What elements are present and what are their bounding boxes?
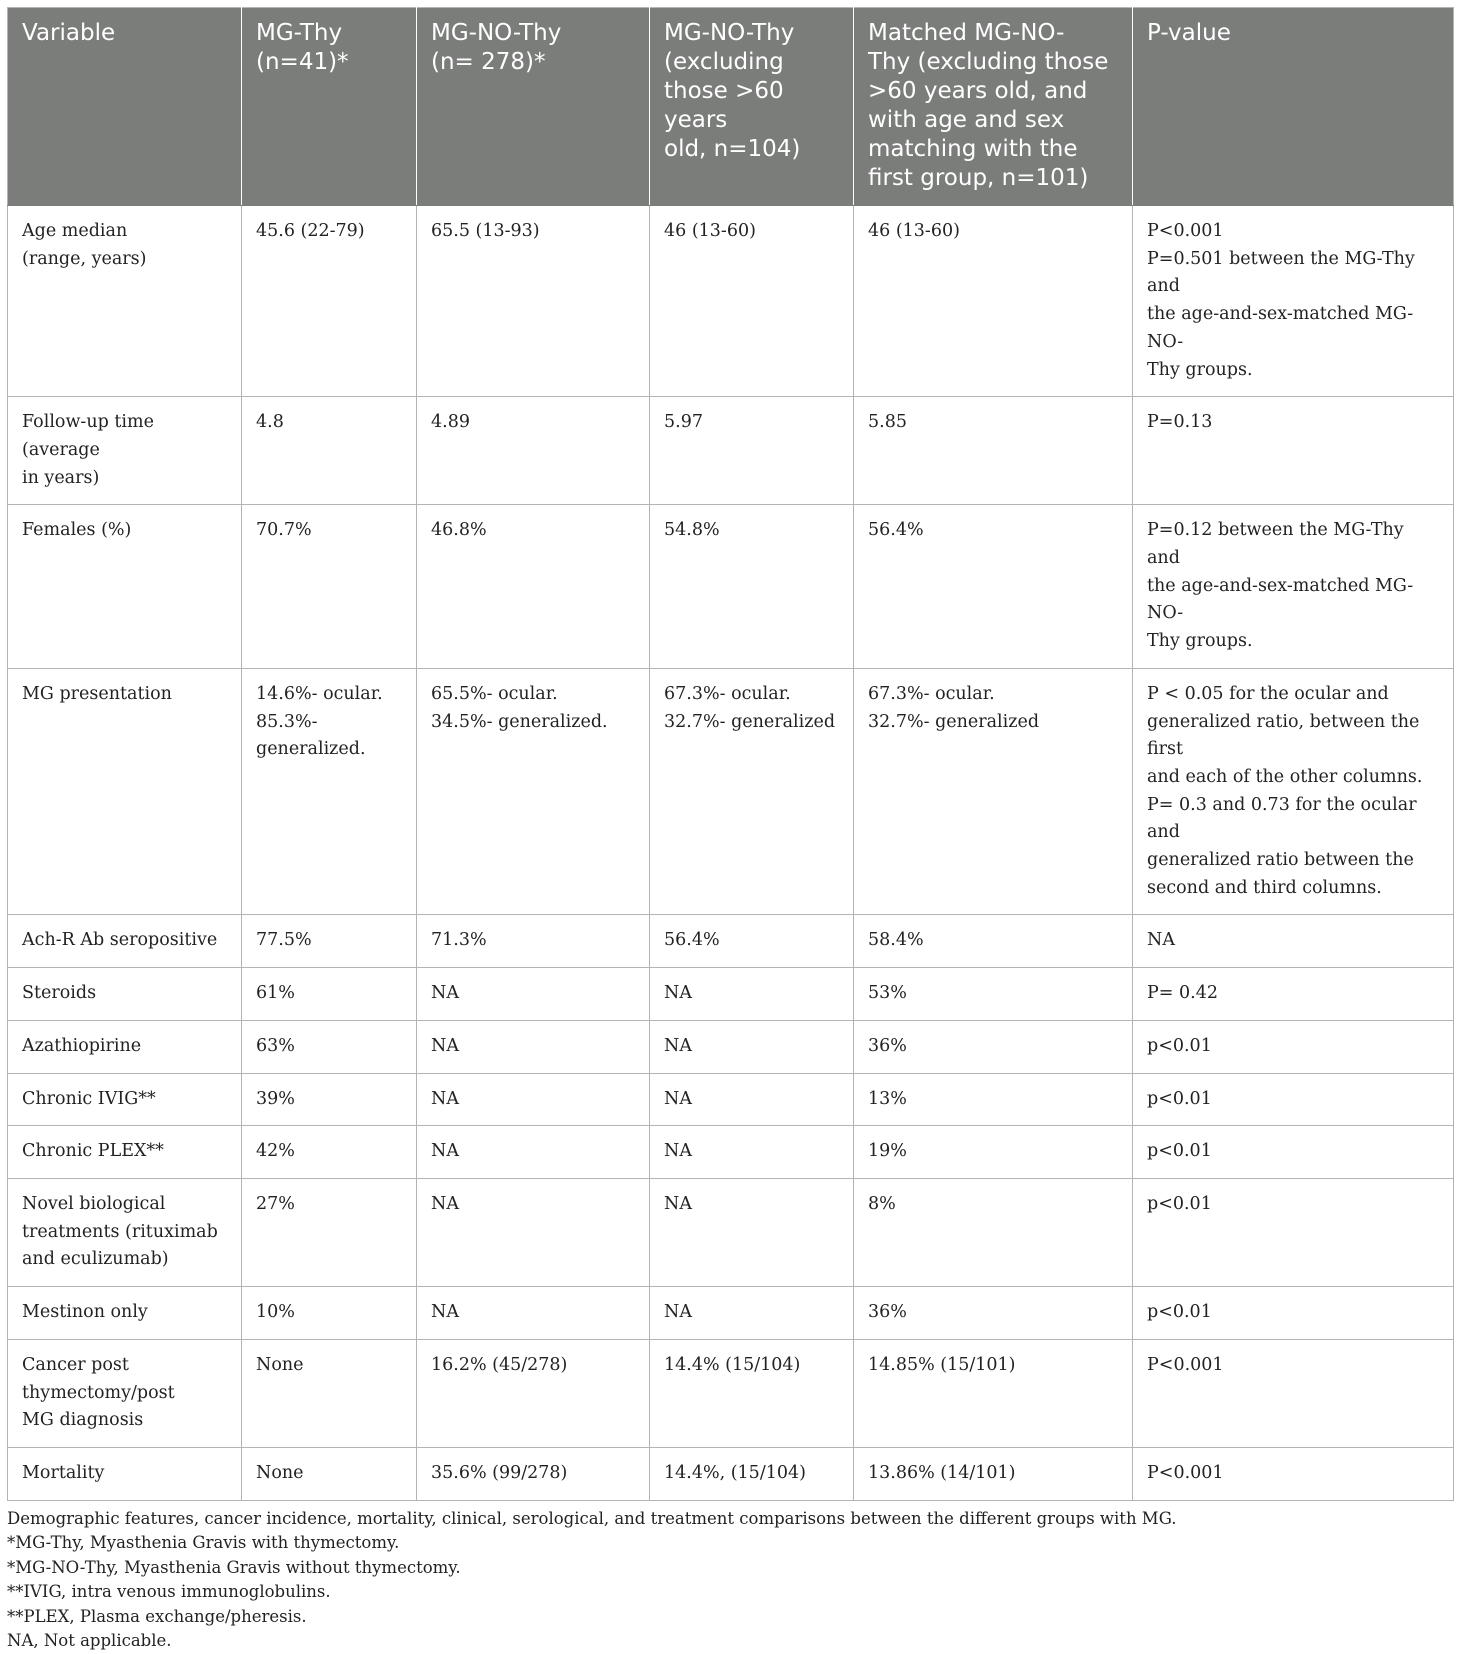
column-header-p-value: P-value xyxy=(1133,8,1454,206)
row-variable-cell: Chronic PLEX** xyxy=(8,1126,242,1179)
table-cell-matched-mg-no-thy: 58.4% xyxy=(854,915,1133,968)
table-cell-matched-mg-no-thy: 8% xyxy=(854,1178,1133,1286)
table-cell-mg-no-thy-excluding: 56.4% xyxy=(650,915,854,968)
row-variable-cell: Chronic IVIG** xyxy=(8,1073,242,1126)
table-cell-matched-mg-no-thy: 13% xyxy=(854,1073,1133,1126)
table-cell-mg-no-thy: 65.5 (13-93) xyxy=(417,206,650,397)
table-cell-mg-thy: 10% xyxy=(242,1287,417,1340)
table-cell-mg-no-thy: 16.2% (45/278) xyxy=(417,1339,650,1447)
table-cell-matched-mg-no-thy: 46 (13-60) xyxy=(854,206,1133,397)
table-cell-mg-thy: 4.8 xyxy=(242,397,417,505)
table-cell-mg-thy: 42% xyxy=(242,1126,417,1179)
table-row xyxy=(8,397,1454,505)
footnote: *MG-NO-Thy, Myasthenia Gravis without thymectomy. xyxy=(7,1557,461,1577)
table-cell-mg-no-thy: 71.3% xyxy=(417,915,650,968)
table-header xyxy=(8,8,1454,206)
table-cell-mg-no-thy-excluding: 54.8% xyxy=(650,505,854,669)
table-cell-mg-no-thy: NA xyxy=(417,1073,650,1126)
table-cell-p-value: P < 0.05 for the ocular and generalized ratio, between the first and each of the other columns. P= 0.3 and 0.73 for the ocular and generalized ratio between the second and third columns. xyxy=(1133,668,1454,915)
table-cell-mg-no-thy-excluding: NA xyxy=(650,1126,854,1179)
row-variable-cell: Mestinon only xyxy=(8,1287,242,1340)
table-row xyxy=(8,1178,1454,1286)
column-header-matched-mg-no-thy: Matched MG-NO- Thy (excluding those >60 years old, and with age and sex matching with the first group, n=101) xyxy=(854,8,1133,206)
table-footnotes xyxy=(7,1507,1453,1654)
table-cell-p-value: P<0.001 xyxy=(1133,1339,1454,1447)
table-cell-mg-thy: None xyxy=(242,1447,417,1500)
table-cell-matched-mg-no-thy: 5.85 xyxy=(854,397,1133,505)
table-body xyxy=(8,206,1454,1501)
footnote: NA, Not applicable. xyxy=(7,1631,172,1651)
table-row xyxy=(8,1339,1454,1447)
table-row xyxy=(8,1073,1454,1126)
table-cell-mg-thy: 63% xyxy=(242,1020,417,1073)
table-cell-p-value: P=0.13 xyxy=(1133,397,1454,505)
table-cell-mg-no-thy: NA xyxy=(417,968,650,1021)
table-cell-mg-no-thy-excluding: NA xyxy=(650,1178,854,1286)
row-variable-cell: Age median (range, years) xyxy=(8,206,242,397)
row-variable-cell: Mortality xyxy=(8,1447,242,1500)
table-cell-mg-no-thy: 46.8% xyxy=(417,505,650,669)
table-cell-mg-no-thy: NA xyxy=(417,1287,650,1340)
footnote: **PLEX, Plasma exchange/pheresis. xyxy=(7,1606,307,1626)
table-cell-mg-no-thy-excluding: NA xyxy=(650,1020,854,1073)
table-row xyxy=(8,968,1454,1021)
table-cell-mg-no-thy-excluding: NA xyxy=(650,968,854,1021)
table-cell-p-value: P= 0.42 xyxy=(1133,968,1454,1021)
table-container xyxy=(7,7,1453,1654)
row-variable-cell: Azathiopirine xyxy=(8,1020,242,1073)
table-cell-mg-no-thy: 65.5%- ocular. 34.5%- generalized. xyxy=(417,668,650,915)
table-cell-p-value: P<0.001 xyxy=(1133,1447,1454,1500)
table-cell-p-value: P=0.12 between the MG-Thy and the age-and-sex-matched MG-NO- Thy groups. xyxy=(1133,505,1454,669)
table-cell-matched-mg-no-thy: 53% xyxy=(854,968,1133,1021)
table-cell-matched-mg-no-thy: 14.85% (15/101) xyxy=(854,1339,1133,1447)
table-row xyxy=(8,206,1454,397)
table-row xyxy=(8,1020,1454,1073)
table-row xyxy=(8,915,1454,968)
table-cell-p-value: p<0.01 xyxy=(1133,1178,1454,1286)
table-cell-matched-mg-no-thy: 36% xyxy=(854,1020,1133,1073)
table-cell-p-value: p<0.01 xyxy=(1133,1073,1454,1126)
column-header-mg-no-thy-excluding: MG-NO-Thy (excluding those >60 years old, n=104) xyxy=(650,8,854,206)
table-cell-mg-no-thy-excluding: 14.4%, (15/104) xyxy=(650,1447,854,1500)
table-cell-mg-no-thy: NA xyxy=(417,1126,650,1179)
table-cell-p-value: p<0.01 xyxy=(1133,1020,1454,1073)
table-cell-p-value: p<0.01 xyxy=(1133,1126,1454,1179)
table-cell-matched-mg-no-thy: 13.86% (14/101) xyxy=(854,1447,1133,1500)
table-cell-mg-no-thy-excluding: 46 (13-60) xyxy=(650,206,854,397)
table-cell-mg-thy: 70.7% xyxy=(242,505,417,669)
table-cell-mg-no-thy: NA xyxy=(417,1178,650,1286)
table-cell-mg-no-thy-excluding: NA xyxy=(650,1287,854,1340)
table-caption: Demographic features, cancer incidence, mortality, clinical, serological, and treatment comparisons between the different groups with MG. xyxy=(7,1508,1177,1528)
row-variable-cell: Females (%) xyxy=(8,505,242,669)
row-variable-cell: MG presentation xyxy=(8,668,242,915)
table-cell-mg-thy: 39% xyxy=(242,1073,417,1126)
row-variable-cell: Novel biological treatments (rituximab and eculizumab) xyxy=(8,1178,242,1286)
table-cell-mg-no-thy: NA xyxy=(417,1020,650,1073)
table-cell-mg-no-thy-excluding: 5.97 xyxy=(650,397,854,505)
table-cell-matched-mg-no-thy: 67.3%- ocular. 32.7%- generalized xyxy=(854,668,1133,915)
footnote: *MG-Thy, Myasthenia Gravis with thymectomy. xyxy=(7,1533,400,1553)
table-cell-p-value: p<0.01 xyxy=(1133,1287,1454,1340)
table-cell-matched-mg-no-thy: 19% xyxy=(854,1126,1133,1179)
row-variable-cell: Follow-up time (average in years) xyxy=(8,397,242,505)
table-cell-mg-no-thy-excluding: NA xyxy=(650,1073,854,1126)
table-cell-matched-mg-no-thy: 56.4% xyxy=(854,505,1133,669)
table-row xyxy=(8,505,1454,669)
table-cell-mg-thy: 27% xyxy=(242,1178,417,1286)
table-cell-p-value: NA xyxy=(1133,915,1454,968)
table-row xyxy=(8,1126,1454,1179)
header-row xyxy=(8,8,1454,206)
table-row xyxy=(8,1447,1454,1500)
comparison-table xyxy=(7,7,1454,1501)
column-header-mg-thy: MG-Thy (n=41)* xyxy=(242,8,417,206)
footnote: **IVIG, intra venous immunoglobulins. xyxy=(7,1582,331,1602)
table-cell-p-value: P<0.001 P=0.501 between the MG-Thy and the age-and-sex-matched MG-NO- Thy groups. xyxy=(1133,206,1454,397)
table-cell-mg-thy: 77.5% xyxy=(242,915,417,968)
row-variable-cell: Cancer post thymectomy/post MG diagnosis xyxy=(8,1339,242,1447)
table-cell-mg-thy: None xyxy=(242,1339,417,1447)
table-row xyxy=(8,668,1454,915)
column-header-mg-no-thy: MG-NO-Thy (n= 278)* xyxy=(417,8,650,206)
row-variable-cell: Steroids xyxy=(8,968,242,1021)
table-cell-mg-no-thy: 35.6% (99/278) xyxy=(417,1447,650,1500)
table-row xyxy=(8,1287,1454,1340)
table-cell-mg-thy: 45.6 (22-79) xyxy=(242,206,417,397)
table-cell-mg-no-thy-excluding: 14.4% (15/104) xyxy=(650,1339,854,1447)
table-cell-mg-thy: 61% xyxy=(242,968,417,1021)
row-variable-cell: Ach-R Ab seropositive xyxy=(8,915,242,968)
table-cell-mg-no-thy-excluding: 67.3%- ocular. 32.7%- generalized xyxy=(650,668,854,915)
column-header-variable: Variable xyxy=(8,8,242,206)
table-cell-mg-thy: 14.6%- ocular. 85.3%- generalized. xyxy=(242,668,417,915)
table-cell-matched-mg-no-thy: 36% xyxy=(854,1287,1133,1340)
table-cell-mg-no-thy: 4.89 xyxy=(417,397,650,505)
